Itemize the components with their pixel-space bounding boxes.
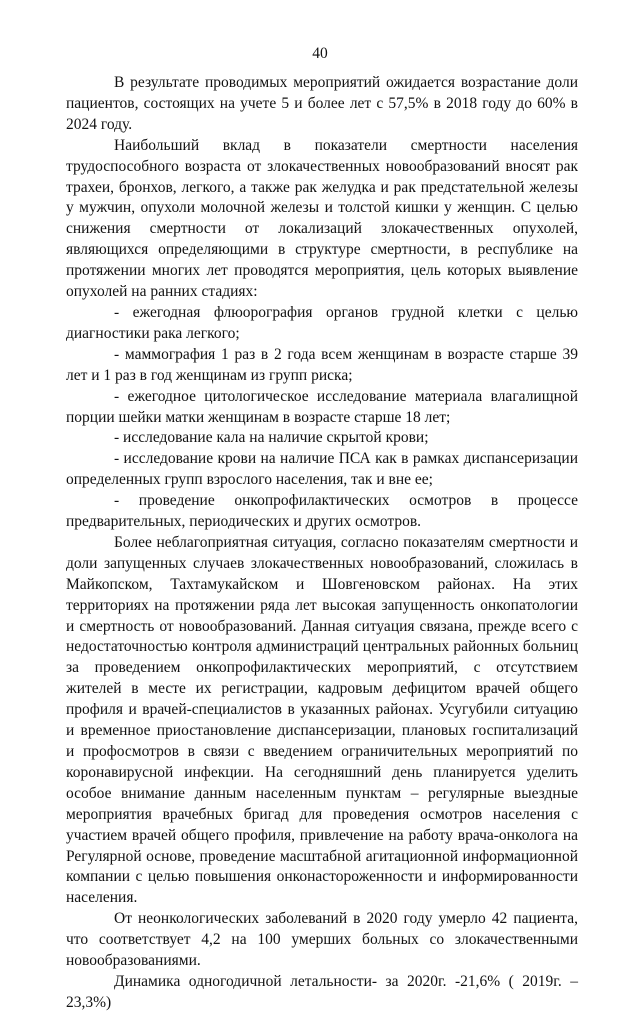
paragraph-patients-registered: В результате проводимых мероприятий ожидается возрастание доли пациентов, состоящих на учете 5 и более лет с 57,5% в 2018 году до 60% в 2024 году. bbox=[66, 74, 578, 133]
paragraph-unfavorable-situation: Более неблагоприятная ситуация, согласно показателям смертности и доли запущенных случаев злокачественных новообразований, сложилась в Майкопском, Тахтамукайском и Шовгеновском районах. На этих территориях на протяжении ряда лет высокая запущенность онкопатологии и смертность от новообразований. Данная ситуация связана, прежде всего с недостаточностью контроля администраций центральных районных больниц за проведением онкопрофилактических мероприятий, с отсутствием жителей в месте их регистрации, кадровым дефицитом врачей общего профиля и врачей-специалистов в указанных районах. Усугубили ситуацию и временное приостановление диспансеризации, плановых госпитализаций и профосмотров в связи с введением ограничительных мероприятий по коронавирусной инфекции. На сегодняшний день планируется уделить особое внимание данным населенным пунктам – регулярные выездные мероприятия врачебных бригад для проведения осмотров населения с участием врачей общего профиля, привлечение на работу врача-онколога на Регулярной основе, проведение масштабной агитационной информационной компании с целью повышения онконастороженности и информированности населения. bbox=[66, 533, 578, 907]
list-item-cytology: - ежегодное цитологическое исследование материала влагалищной порции шейки матки женщинам в возрасте старше 18 лет; bbox=[66, 387, 578, 426]
list-item-mammography: - маммография 1 раз в 2 года всем женщинам в возрасте старше 39 лет и 1 раз в год женщинам из групп риска; bbox=[66, 345, 578, 384]
paragraph-mortality-contribution: Наибольший вклад в показатели смертности населения трудоспособного возраста от злокачественных новообразований вносят рак трахеи, бронхов, легкого, а также рак желудка и рак предстательной железы у мужчин, опухоли молочной железы и толстой кишки у женщин. С целью снижения смертности от локализаций злокачественных опухолей, являющихся определяющими в структуре смертности, в республике на протяжении многих лет проводятся мероприятия, цель которых выявление опухолей на ранних стадиях: bbox=[66, 136, 578, 301]
paragraph-one-year-lethality: Динамика одногодичной летальности- за 2020г. -21,6% ( 2019г. – 23,3%) bbox=[66, 972, 578, 1011]
list-item-oncoprophylactic-exams: - проведение онкопрофилактических осмотров в процессе предварительных, периодических и других осмотров. bbox=[66, 492, 578, 531]
paragraph-non-oncological-deaths: От неонкологических заболеваний в 2020 году умерло 42 пациента, что соответствует 4,2 на 100 умерших больных со злокачественными новообразованиями. bbox=[66, 910, 578, 970]
list-item-fluorography: - ежегодная флюорография органов грудной клетки с целью диагностики рака легкого; bbox=[66, 303, 578, 342]
list-item-occult-blood: - исследование кала на наличие скрытой крови; bbox=[114, 429, 429, 447]
document-body bbox=[66, 73, 578, 1014]
page-number: 40 bbox=[312, 45, 328, 62]
list-item-psa: - исследование крови на наличие ПСА как в рамках диспансеризации определенных групп взрослого населения, так и вне ее; bbox=[66, 450, 578, 489]
